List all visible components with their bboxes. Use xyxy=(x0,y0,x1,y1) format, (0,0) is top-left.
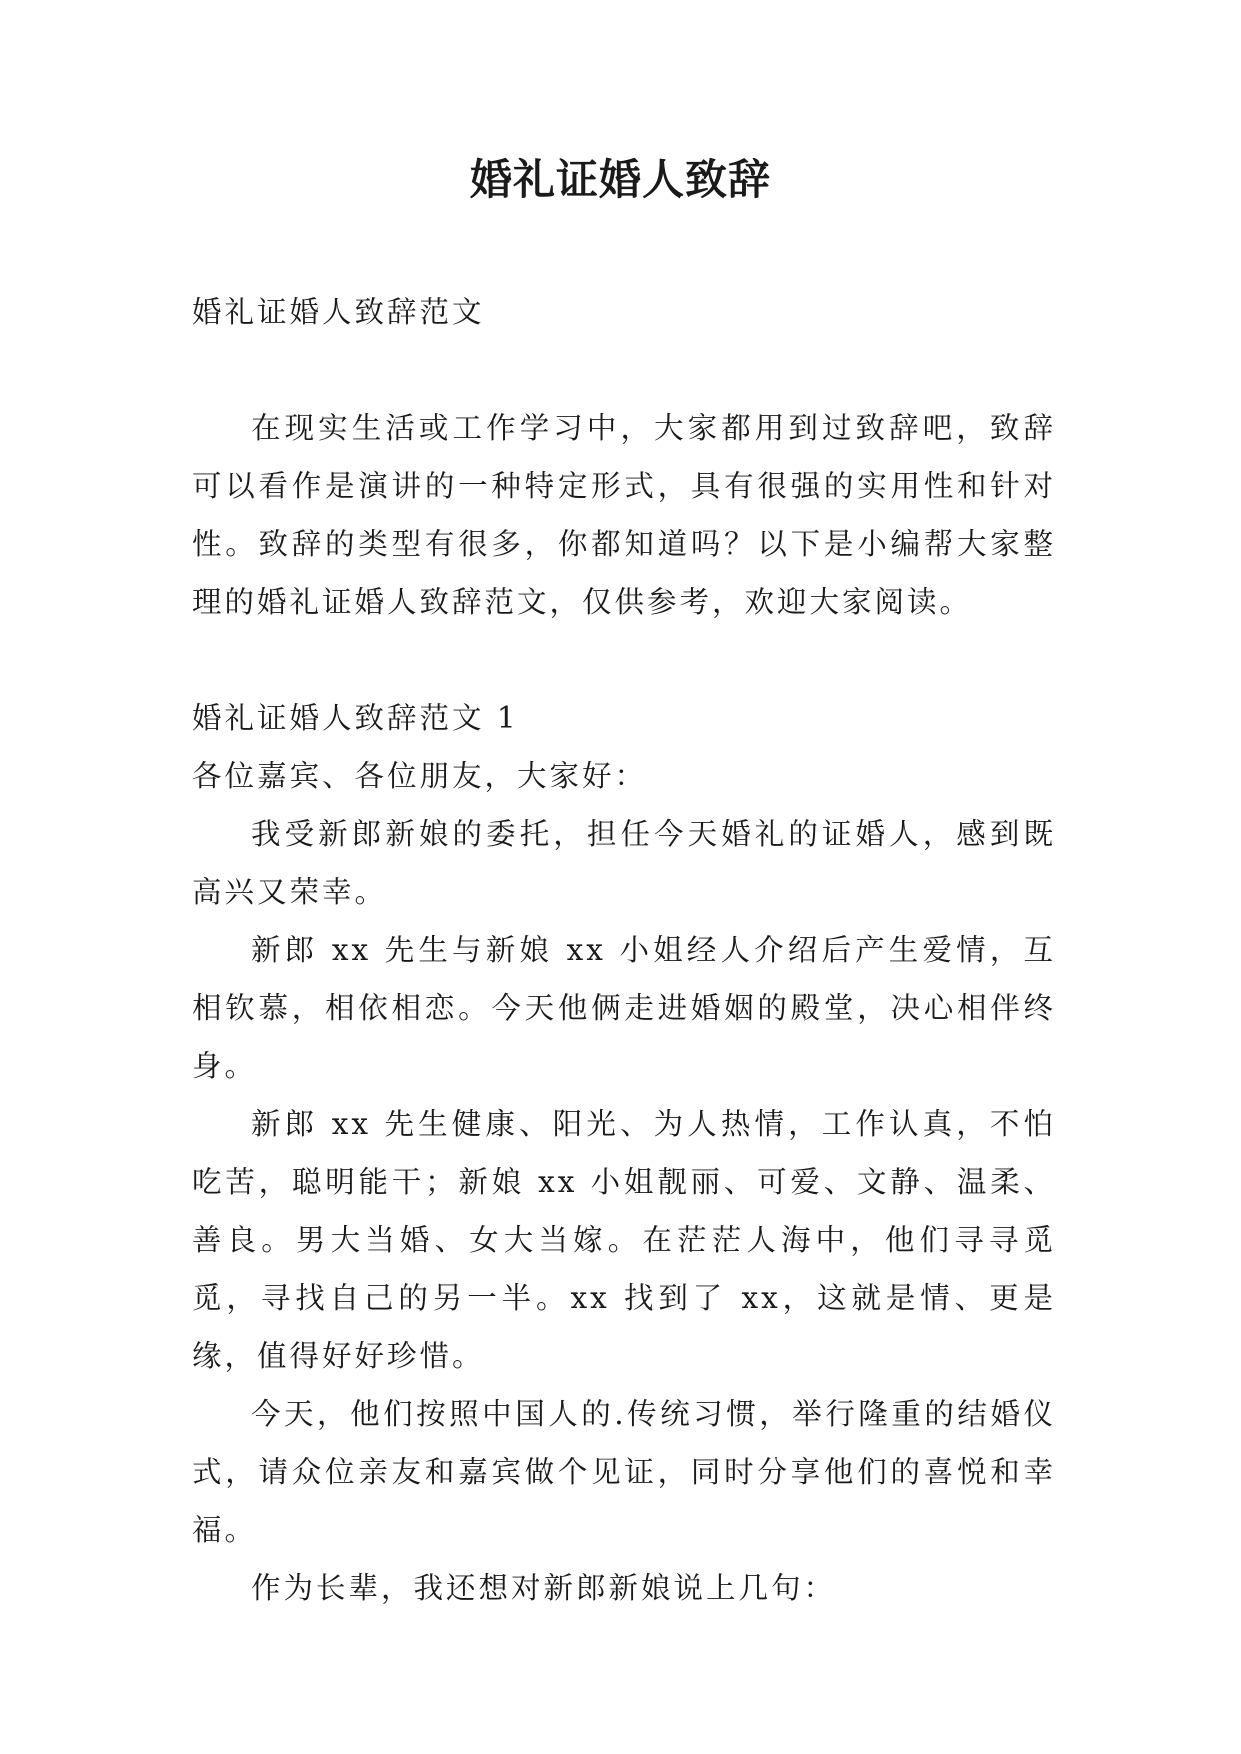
document-subtitle: 婚礼证婚人致辞范文 xyxy=(192,295,485,329)
body-paragraph: 新郎 xx 先生健康、阳光、为人热情，工作认真，不怕吃苦，聪明能干；新娘 xx 小姐靓丽、可爱、文静、温柔、善良。男大当婚、女大当嫁。在茫茫人海中，他们寻寻觅觅，寻找自己的另一半。xx 找到了 xx，这就是情、更是缘，值得好好珍惜。 xyxy=(192,1107,1056,1373)
document-title: 婚礼证婚人致辞 xyxy=(469,155,771,204)
greeting-line: 各位嘉宾、各位朋友，大家好： xyxy=(192,759,648,793)
body-paragraph: 作为长辈，我还想对新郎新娘说上几句： xyxy=(251,1571,837,1605)
section-heading: 婚礼证婚人致辞范文 1 xyxy=(192,701,519,735)
intro-paragraph: 在现实生活或工作学习中，大家都用到过致辞吧，致辞可以看作是演讲的一种特定形式，具有很强的实用性和针对性。致辞的类型有很多，你都知道吗？以下是小编帮大家整理的婚礼证婚人致辞范文，仅供参考，欢迎大家阅读。 xyxy=(192,411,1056,619)
body-paragraph: 今天，他们按照中国人的.传统习惯，举行隆重的结婚仪式，请众位亲友和嘉宾做个见证，同时分享他们的喜悦和幸福。 xyxy=(192,1397,1056,1547)
body-paragraph: 新郎 xx 先生与新娘 xx 小姐经人介绍后产生爱情，互相钦慕，相依相恋。今天他俩走进婚姻的殿堂，决心相伴终身。 xyxy=(192,933,1056,1083)
body-paragraph: 我受新郎新娘的委托，担任今天婚礼的证婚人，感到既高兴又荣幸。 xyxy=(192,817,1056,909)
document-body xyxy=(192,283,1056,1617)
